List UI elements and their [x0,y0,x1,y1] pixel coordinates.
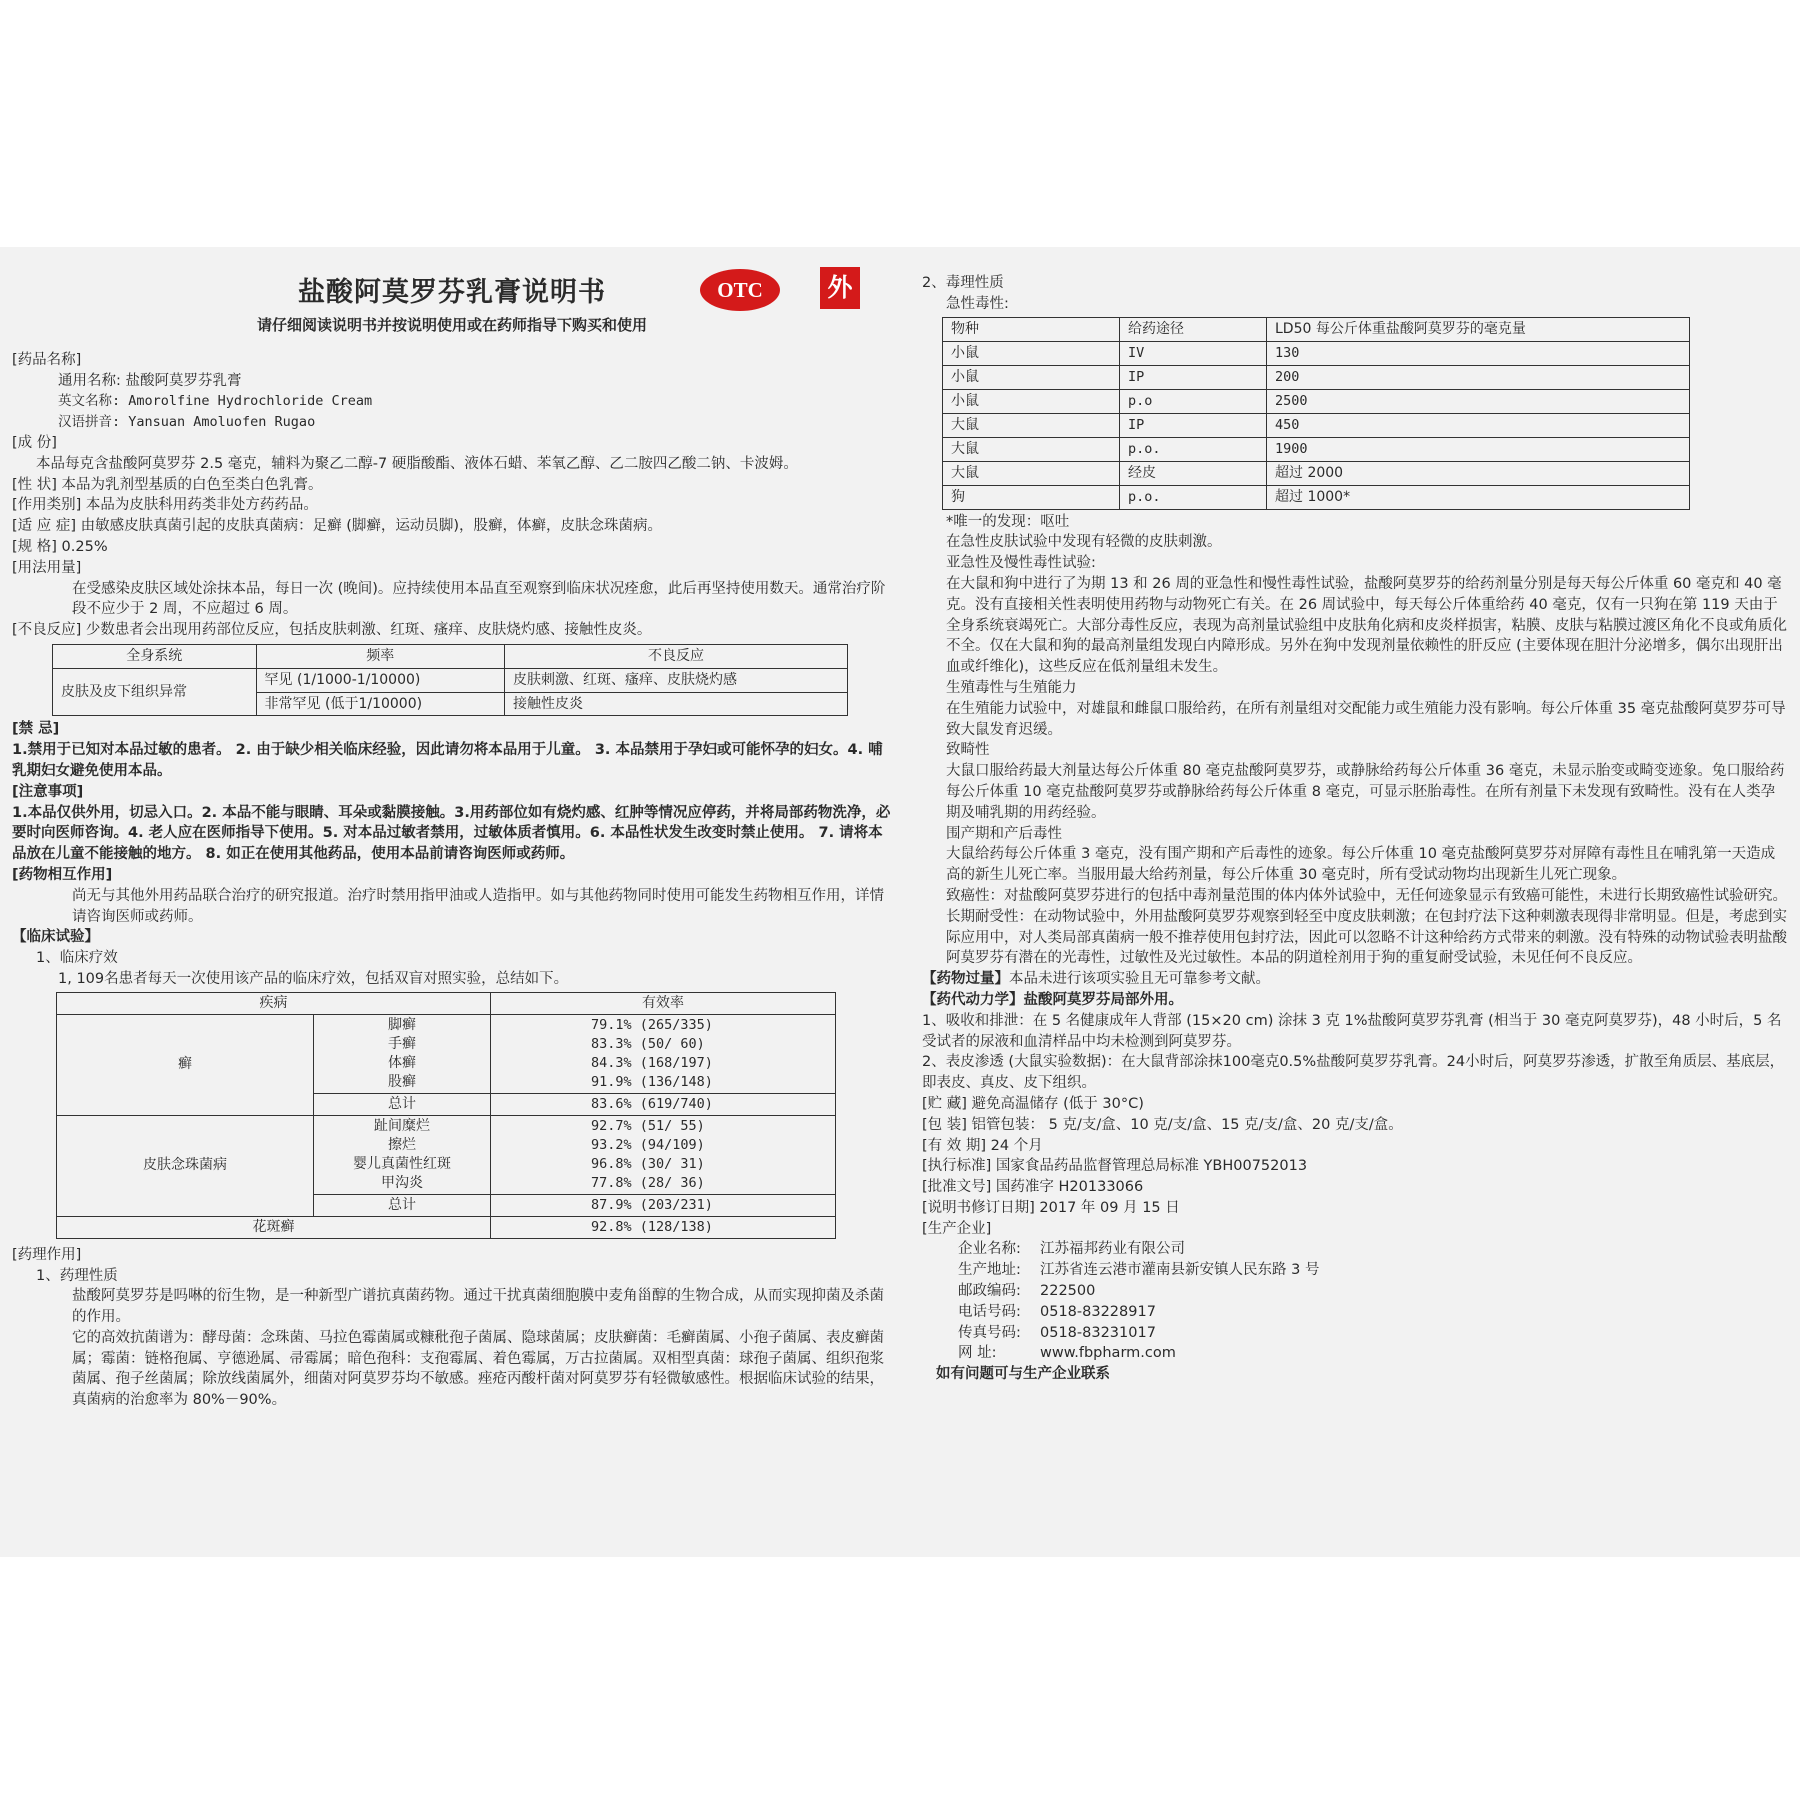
ld50-route: 经皮 [1120,461,1267,485]
document-subtitle: 请仔细阅读说明书并按说明使用或在药师指导下购买和使用 [256,316,647,334]
ld50-species: 狗 [943,485,1120,509]
mfr-value: www.fbpharm.com [1040,1345,1176,1362]
mfr-key: 网 址: [958,1345,997,1362]
mfr-value: 0518-83228917 [1040,1303,1156,1320]
perinatal-header: 围产期和产后毒性 [946,825,1062,842]
mfr-key: 传真号码: [958,1324,1021,1341]
reproduction-header: 生殖毒性与生殖能力 [946,679,1077,696]
ld50-species: 小鼠 [943,365,1120,389]
efficacy-table [56,992,836,1239]
efficacy-rate: 79.1% (265/335) [591,1016,713,1033]
efficacy-rate: 84.3% (168/197) [591,1054,713,1071]
pharmacology-p2: 它的高效抗菌谱为：酵母菌：念珠菌、马拉色霉菌属或糠秕孢子菌属、隐球菌属；皮肤癣菌：毛癣菌属、小孢子菌属、表皮癣菌属；霉菌：链格孢属、亨德逊属、帚霉属；暗色孢科：支孢霉属、着色霉属，万古拉菌属。双相型真菌：球孢子菌属、组织孢浆菌属、孢子丝菌属；除放线菌属外，细菌对阿莫罗芬均不敏感。痤疮丙酸杆菌对阿莫罗芬有轻微敏感性。根据临床试验的结果，真菌病的治愈率为 80%－90%。 [72,1329,884,1409]
pinyin-name: 汉语拼音: Yansuan Amoluofen Rugao [58,414,316,431]
ld50-dose: 2500 [1267,389,1690,413]
disease-item: 擦烂 [388,1136,416,1153]
otc-badge: OTC [700,269,780,311]
adverse-frequency: 罕见 (1/1000-1/10000) [256,668,504,692]
mfr-value: 江苏省连云港市灌南县新安镇人民东路 3 号 [1040,1262,1320,1279]
mfr-key: 邮政编码: [958,1283,1021,1300]
mfr-key: 企业名称: [958,1241,1021,1258]
efficacy-rate: 93.2% (94/109) [591,1136,705,1153]
english-name: 英文名称: Amorolfine Hydrochloride Cream [58,393,373,410]
ld50-species: 大鼠 [943,437,1120,461]
package-line: [包 装] 铝管包装： 5 克/支/盒、10 克/支/盒、15 克/支/盒、20 克/支/盒。 [922,1116,1403,1133]
ld50-route: p.o [1120,389,1267,413]
usage-text: 在受感染皮肤区域处涂抹本品，每日一次 (晚间)。应持续使用本品直至观察到临床状况痊愈，此后再坚持使用数天。通常治疗阶段不应少于 2 周，不应超过 6 周。 [72,580,886,618]
ld50-species: 小鼠 [943,389,1120,413]
mfr-value: 0518-83231017 [1040,1324,1156,1341]
mfr-value: 222500 [1040,1283,1096,1300]
efficacy-rate: 92.8% (128/138) [491,1216,836,1238]
contra-header: [禁 忌] [12,721,60,738]
composition-header: [成 份] [12,434,57,451]
ld50-dose: 450 [1267,413,1690,437]
pk-lead: 盐酸阿莫罗芬局部外用。 [1023,991,1183,1008]
ld50-species: 大鼠 [943,413,1120,437]
name-header: [药品名称] [12,351,82,368]
efficacy-col-rate: 有效率 [491,992,836,1014]
adverse-system: 皮肤及皮下组织异常 [53,668,257,716]
adverse-intro: [不良反应] 少数患者会出现用药部位反应，包括皮肤刺激、红斑、瘙痒、皮肤烧灼感、接触性皮炎。 [12,622,652,639]
disease-item: 体癣 [388,1054,416,1071]
ld50-col-dose: LD50 每公斤体重盐酸阿莫罗芬的毫克量 [1267,317,1690,341]
clinical-intro: 1, 109名患者每天一次使用该产品的临床疗效，包括双盲对照实验，总结如下。 [58,970,569,987]
contra-text: 1.禁用于已知对本品过敏的患者。 2. 由于缺少相关临床经验，因此请勿将本品用于儿童。 3. 本品禁用于孕妇或可能怀孕的妇女。4. 哺乳期妇女避免使用本品。 [12,742,883,779]
mfr-key: 生产地址: [958,1262,1021,1279]
ld50-col-species: 物种 [943,317,1120,341]
ld50-route: IV [1120,341,1267,365]
validity-line: [有 效 期] 24 个月 [922,1137,1043,1154]
overdose-text: 本品未进行该项实验且无可靠参考文献。 [1009,971,1270,988]
adverse-reaction-table [52,644,848,716]
composition-text: 本品每克含盐酸阿莫罗芬 2.5 毫克，辅料为聚乙二醇-7 硬脂酸酯、液体石蜡、苯氧乙醇、乙二胺四乙酸二钠、卡波姆。 [36,455,798,472]
disease-item: 股癣 [388,1073,416,1090]
ld50-dose: 超过 1000* [1267,485,1690,509]
adverse-col-reaction: 不良反应 [504,644,847,668]
mfr-key: 电话号码: [958,1303,1021,1320]
ld50-table [942,317,1690,510]
subacute-text: 在大鼠和狗中进行了为期 13 和 26 周的亚急性和慢性毒性试验，盐酸阿莫罗芬的给药剂量分别是每天每公斤体重 60 毫克和 40 毫克。没有直接相关性表明使用药物与动物死亡有关。在 26 周试验中，每天每公斤体重给药 40 毫克，仅有一只狗在第 119 天由于全身系统衰竭死亡。大部分毒性反应，表现为高剂量试验组中皮肤角化病和皮炎样损害，粘膜、皮肤与粘膜过渡区角化不良或角质化不全。仅在大鼠和狗的最高剂量组发现白内障形成。另外在狗中发现剂量依赖性的肝反应 (主要体现在胆汁分泌增多，偶尔出现肝出血或纤维化)，这些反应在低剂量组未发生。 [946,575,1787,676]
pk-penetration: 2、表皮渗透 (大鼠实验数据)：在大鼠背部涂抹100毫克0.5%盐酸阿莫罗芬乳膏。24小时后，阿莫罗芬渗透，扩散至角质层、基底层，即表皮、真皮、皮下组织。 [922,1054,1785,1092]
contact-note: 如有问题可与生产企业联系 [936,1366,1110,1383]
disease-item: 手癣 [388,1035,416,1052]
overdose-header: 【药物过量】 [922,971,1009,988]
pharmacology-p1: 盐酸阿莫罗芬是吗啉的衍生物，是一种新型广谱抗真菌药物。通过干扰真菌细胞膜中麦角甾醇的生物合成，从而实现抑菌及杀菌的作用。 [72,1288,884,1326]
leaflet-sheet [0,247,1800,1557]
clinical-sub: 1、临床疗效 [36,950,118,967]
group-total-label: 总计 [314,1194,491,1216]
revision-line: [说明书修订日期] 2017 年 09 月 15 日 [922,1199,1180,1216]
ld50-species: 大鼠 [943,461,1120,485]
spec-line: [规 格] 0.25% [12,538,108,555]
acute-toxicity-label: 急性毒性: [946,295,1009,312]
efficacy-rate: 77.8% (28/ 36) [591,1174,705,1191]
disease-item: 甲沟炎 [381,1174,423,1191]
tox-note-2: 在急性皮肤试验中发现有轻微的皮肤刺激。 [946,534,1222,551]
adverse-col-frequency: 频率 [256,644,504,668]
external-use-badge: 外 [820,267,860,309]
manufacturer-header: [生产企业] [922,1220,992,1237]
reproduction-text: 在生殖能力试验中，对雄鼠和雌鼠口服给药，在所有剂量组对交配能力或生殖能力没有影响。每公斤体重 35 毫克盐酸阿莫罗芬可导致大鼠发育迟缓。 [946,700,1786,738]
perinatal-text: 大鼠给药每公斤体重 3 毫克，没有围产期和产后毒性的迹象。每公斤体重 10 毫克盐酸阿莫罗芬对屏障有毒性且在哺乳第一天造成高的新生儿死亡率。当服用最大给药剂量，每公斤体重 30 毫克时，所有受试动物均出现新生儿死亡现象。 [946,846,1776,884]
storage-line: [贮 藏] 避免高温储存 (低于 30°C) [922,1095,1144,1112]
ld50-dose: 超过 2000 [1267,461,1690,485]
left-column [12,247,892,1411]
precautions-header: [注意事项] [12,783,84,800]
standard-line: [执行标准] 国家食品药品监督管理总局标准 YBH00752013 [922,1158,1308,1175]
disease-group: 皮肤念珠菌病 [57,1115,314,1216]
pk-absorption: 1、吸收和排泄：在 5 名健康成年人背部 (15×20 cm) 涂抹 3 克 1%盐酸阿莫罗芬乳膏 (相当于 30 毫克阿莫罗芬)，48 小时后，5 名受试者的尿液和血清样品中均未检测到阿莫罗芬。 [922,1012,1782,1050]
disease-item: 趾间糜烂 [374,1117,430,1134]
manufacturer-block [922,1219,1788,1385]
usage-header: [用法用量] [12,559,82,576]
adverse-frequency: 非常罕见 (低于1/10000) [256,692,504,716]
approval-line: [批准文号] 国药准字 H20133066 [922,1179,1144,1196]
tox-note-1: *唯一的发现：呕吐 [946,513,1070,530]
disease-item: 婴儿真菌性红斑 [353,1155,451,1172]
category-line: [作用类别] 本品为皮肤科用药类非处方药药品。 [12,497,318,514]
toxicology-header: 2、毒理性质 [922,275,1004,291]
ld50-route: IP [1120,413,1267,437]
group-total: 87.9% (203/231) [491,1194,836,1216]
disease-item: 脚癣 [388,1016,416,1033]
adverse-reaction: 皮肤刺激、红斑、瘙痒、皮肤烧灼感 [504,668,847,692]
precautions-text: 1.本品仅供外用，切忌入口。2. 本品不能与眼睛、耳朵或黏膜接触。3.用药部位如有烧灼感、红肿等情况应停药，并将局部药物洗净，必要时向医师咨询。4. 老人应在医师指导下使用。5. 对本品过敏者禁用，过敏体质者慎用。6. 本品性状发生改变时禁止使用。 7. 请将本品放在儿童不能接触的地方。 8. 如正在使用其他药品，使用本品前请咨询医师或药师。 [12,804,891,863]
ld50-dose: 1900 [1267,437,1690,461]
right-column [922,247,1788,1385]
adverse-reaction: 接触性皮炎 [504,692,847,716]
ld50-col-route: 给药途径 [1120,317,1267,341]
interaction-header: [药物相互作用] [12,866,113,883]
disease-group: 癣 [57,1014,314,1115]
generic-name: 通用名称: 盐酸阿莫罗芬乳膏 [58,372,242,389]
pk-header: 【药代动力学】 [922,991,1024,1008]
tolerance-text: 长期耐受性：在动物试验中，外用盐酸阿莫罗芬观察到轻至中度皮肤刺激；在包封疗法下这种刺激表现得非常明显。但是，考虑到实际应用中，对人类局部真菌病一般不推荐使用包封疗法，因此可以忽略不计这种给药方式带来的刺激。没有特殊的动物试验表明盐酸阿莫罗芬有潜在的光毒性，过敏性及光过敏性。本品的阴道栓剂用于狗的重复耐受试验，未见任何不良反应。 [946,908,1787,967]
indication-line: [适 应 症] 由敏感皮肤真菌引起的皮肤真菌病：足癣 (脚癣，运动员脚)，股癣，体癣，皮肤念珠菌病。 [12,518,663,535]
mfr-value: 江苏福邦药业有限公司 [1040,1241,1185,1258]
ld50-dose: 200 [1267,365,1690,389]
efficacy-rate: 91.9% (136/148) [591,1073,713,1090]
teratogenicity-header: 致畸性 [946,742,990,759]
efficacy-rate: 83.3% (50/ 60) [591,1035,705,1052]
efficacy-rate: 96.8% (30/ 31) [591,1155,705,1172]
ld50-species: 小鼠 [943,341,1120,365]
interaction-text: 尚无与其他外用药品联合治疗的研究报道。治疗时禁用指甲油或人造指甲。如与其他药物同时使用可能发生药物相互作用，详情请咨询医师或药师。 [72,887,884,925]
ld50-dose: 130 [1267,341,1690,365]
clinical-header: 【临床试验】 [12,929,99,946]
character-line: [性 状] 本品为乳剂型基质的白色至类白色乳膏。 [12,476,323,493]
carcinogenicity-text: 致癌性：对盐酸阿莫罗芬进行的包括中毒剂量范围的体内体外试验中，无任何迹象显示有致癌可能性，未进行长期致癌性试验研究。 [946,887,1787,904]
subacute-header: 亚急性及慢性毒性试验: [946,555,1096,572]
document-title: 盐酸阿莫罗芬乳膏说明书 [298,277,606,308]
efficacy-col-disease: 疾病 [57,992,491,1014]
ld50-route: IP [1120,365,1267,389]
ld50-route: p.o. [1120,437,1267,461]
group-total: 83.6% (619/740) [491,1093,836,1115]
ld50-route: p.o. [1120,485,1267,509]
disease-group: 花斑癣 [57,1216,491,1238]
pharmacology-sub: 1、药理性质 [36,1267,118,1284]
efficacy-rate: 92.7% (51/ 55) [591,1117,705,1134]
adverse-col-system: 全身系统 [53,644,257,668]
group-total-label: 总计 [314,1093,491,1115]
pharmacology-header: [药理作用] [12,1246,82,1263]
teratogenicity-text: 大鼠口服给药最大剂量达每公斤体重 80 毫克盐酸阿莫罗芬，或静脉给药每公斤体重 36 毫克，未显示胎变或畸变迹象。兔口服给药每公斤体重 10 毫克盐酸阿莫罗芬或静脉给药每公斤体重 8 毫克，可显示胚胎毒性。在所有剂量下未发现有致畸性。没有在人类孕期及哺乳期的用药经验。 [946,763,1785,821]
